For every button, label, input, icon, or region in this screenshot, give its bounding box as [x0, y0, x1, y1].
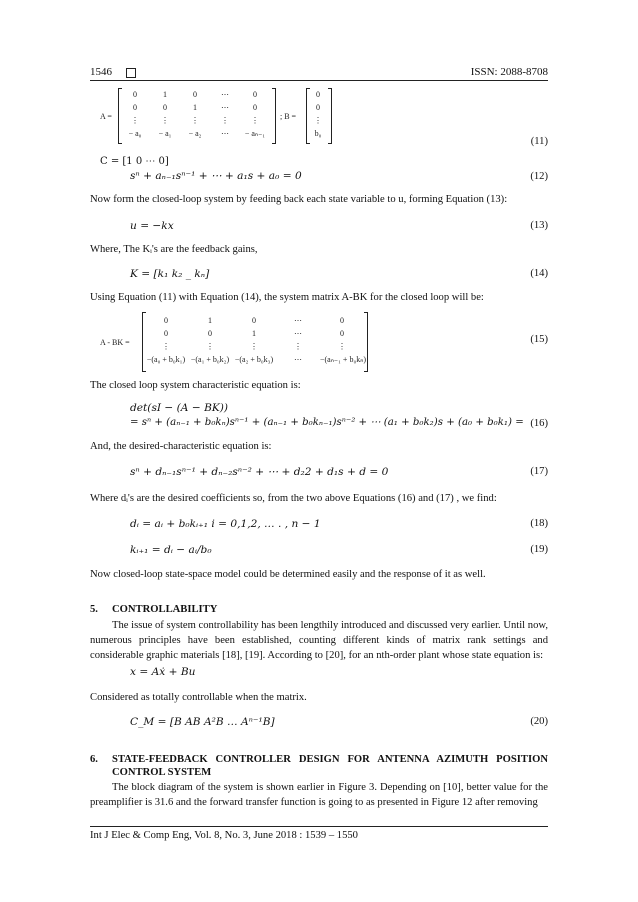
- bracket-right: [364, 312, 368, 372]
- matrix-cell: − a₂: [188, 129, 202, 138]
- square-icon: [126, 68, 136, 78]
- paragraph: Now form the closed-loop system by feeding back each state variable to u, forming Equation (13):: [90, 194, 508, 205]
- page-number: 1546: [90, 66, 112, 78]
- matrix-cell: 0: [164, 316, 168, 325]
- footer-citation: Int J Elec & Comp Eng, Vol. 8, No. 3, June 2018 : 1539 – 1550: [90, 830, 358, 841]
- matrix-cell: 0: [316, 103, 320, 112]
- equation-number-11: (11): [530, 136, 548, 147]
- matrix-cell: ⋮: [314, 116, 322, 125]
- matrix-cell: 0: [253, 90, 257, 99]
- equation-19: kᵢ₊₁ = dᵢ − aᵢ/b₀: [130, 544, 212, 556]
- matrix-cell: ⋮: [294, 342, 302, 351]
- matrix-a-label: A =: [100, 112, 112, 121]
- equation-number-19: (19): [530, 544, 548, 555]
- matrix-b-label: ; B =: [280, 112, 297, 121]
- equation-11: [100, 88, 540, 148]
- matrix-cell: 1: [208, 316, 212, 325]
- section-number: 6.: [90, 754, 98, 765]
- equation-c: C = [1 0 ⋯ 0]: [100, 156, 169, 167]
- matrix-cell: ⋯: [221, 103, 229, 112]
- matrix-cell: 0: [163, 103, 167, 112]
- footer-rule: [90, 826, 548, 827]
- matrix-cell: − a₀: [128, 129, 142, 138]
- matrix-cell: ⋮: [206, 342, 214, 351]
- equation-16-line-2: = sⁿ + (aₙ₋₁ + b₀kₙ)sⁿ⁻¹ + (aₙ₋₁ + b₀kₙ₋₁)sⁿ⁻² + ⋯ (a₁ + b₀k₂)s + (a₀ + b₀k₁) =: [130, 417, 524, 428]
- state-equation: x = Aẋ + Bu: [130, 666, 196, 678]
- matrix-cell: ⋮: [162, 342, 170, 351]
- matrix-cell: 1: [193, 103, 197, 112]
- matrix-cell: ⋯: [294, 329, 302, 338]
- matrix-cell: 0: [340, 316, 344, 325]
- equation-number-14: (14): [530, 268, 548, 279]
- equation-number-18: (18): [530, 518, 548, 529]
- section-title: CONTROLLABILITY: [112, 604, 218, 615]
- equation-17: sⁿ + dₙ₋₁sⁿ⁻¹ + dₙ₋₂sⁿ⁻² + ⋯ + d₂2 + d₁s + d = 0: [130, 466, 389, 478]
- matrix-cell: −(a₁ + b₀k₂): [190, 355, 230, 364]
- matrix-cell: ⋮: [161, 116, 169, 125]
- matrix-cell: − aₙ₋₁: [244, 129, 266, 138]
- matrix-cell: b₀: [314, 129, 322, 138]
- section-title-line-2: CONTROL SYSTEM: [112, 767, 212, 778]
- header-rule: [90, 80, 548, 81]
- matrix-cell: 0: [133, 90, 137, 99]
- matrix-cell: ⋮: [338, 342, 346, 351]
- paragraph: The issue of system controllability has been lengthily introduced and discussed very earlier. Until now, numerous principles have been established, counting different kinds of matrix rank settings and considerable graphic materials [18], [19]. According to [20], for an nth-order plant whose state equation is:: [90, 620, 548, 661]
- equation-number-13: (13): [530, 220, 548, 231]
- issn: ISSN: 2088-8708: [470, 66, 548, 78]
- paragraph: And, the desired-characteristic equation is:: [90, 441, 272, 452]
- equation-number-12: (12): [530, 171, 548, 182]
- matrix-cell: ⋯: [294, 355, 302, 364]
- matrix-cell: ⋯: [294, 316, 302, 325]
- matrix-cell: 0: [253, 103, 257, 112]
- equation-number-16: (16): [530, 418, 548, 429]
- equation-number-20: (20): [530, 716, 548, 727]
- equation-20: C_M = [B AB A²B … Aⁿ⁻¹B]: [130, 716, 275, 728]
- matrix-cell: 1: [163, 90, 167, 99]
- matrix-cell: −(a₀ + b₀k₁): [146, 355, 186, 364]
- section-number: 5.: [90, 604, 98, 615]
- matrix-cell: 0: [208, 329, 212, 338]
- matrix-cell: ⋯: [221, 129, 229, 138]
- matrix-cell: 1: [252, 329, 256, 338]
- paragraph: The block diagram of the system is shown earlier in Figure 3. Depending on [10], better value for the preamplifier is 31.6 and the forward transfer function is going to as presented in Figure 12 after removing: [90, 782, 548, 808]
- paragraph: Where dᵢ's are the desired coefficients so, from the two above Equations (16) and (17) , we find:: [90, 493, 497, 504]
- bracket-right: [328, 88, 332, 144]
- matrix-cell: −(aₙ₋₁ + b₀kₙ): [320, 355, 367, 364]
- equation-12: sⁿ + aₙ₋₁sⁿ⁻¹ + ⋯ + a₁s + a₀ = 0: [130, 170, 302, 182]
- matrix-cell: ⋯: [221, 90, 229, 99]
- matrix-cell: ⋮: [251, 116, 259, 125]
- equation-14: K = [k₁ k₂ _ kₙ]: [130, 268, 210, 280]
- matrix-cell: − a₁: [158, 129, 172, 138]
- bracket-right: [272, 88, 276, 144]
- matrix-cell: ⋮: [250, 342, 258, 351]
- matrix-cell: 0: [133, 103, 137, 112]
- matrix-cell: 0: [340, 329, 344, 338]
- equation-number-15: (15): [530, 334, 548, 345]
- paragraph: The closed loop system characteristic equation is:: [90, 380, 301, 391]
- section-title: STATE-FEEDBACK CONTROLLER DESIGN FOR ANTENNA AZIMUTH POSITION: [112, 754, 548, 765]
- matrix-cell: ⋮: [191, 116, 199, 125]
- paragraph: Now closed-loop state-space model could be determined easily and the response of it as well.: [90, 569, 486, 580]
- equation-16-line-1: det(sI − (A − BK)): [130, 402, 229, 414]
- equation-number-17: (17): [530, 466, 548, 477]
- matrix-cell: ⋮: [221, 116, 229, 125]
- paragraph: Using Equation (11) with Equation (14), the system matrix A-BK for the closed loop will be:: [90, 292, 484, 303]
- matrix-cell: ⋮: [131, 116, 139, 125]
- matrix-cell: 0: [164, 329, 168, 338]
- equation-18: dᵢ = aᵢ + b₀kᵢ₊₁ i = 0,1,2, … . , n − 1: [130, 518, 321, 530]
- paragraph: Considered as totally controllable when the matrix.: [90, 692, 307, 703]
- matrix-cell: 0: [252, 316, 256, 325]
- matrix-cell: −(a₂ + b₀k₃): [234, 355, 274, 364]
- matrix-cell: 0: [316, 90, 320, 99]
- matrix-cell: 0: [193, 90, 197, 99]
- equation-13: u = −kx: [130, 220, 174, 232]
- paragraph: Where, The Kᵢ's are the feedback gains,: [90, 244, 258, 255]
- equation-15: [100, 312, 400, 372]
- matrix-abk-label: A - BK =: [100, 338, 130, 347]
